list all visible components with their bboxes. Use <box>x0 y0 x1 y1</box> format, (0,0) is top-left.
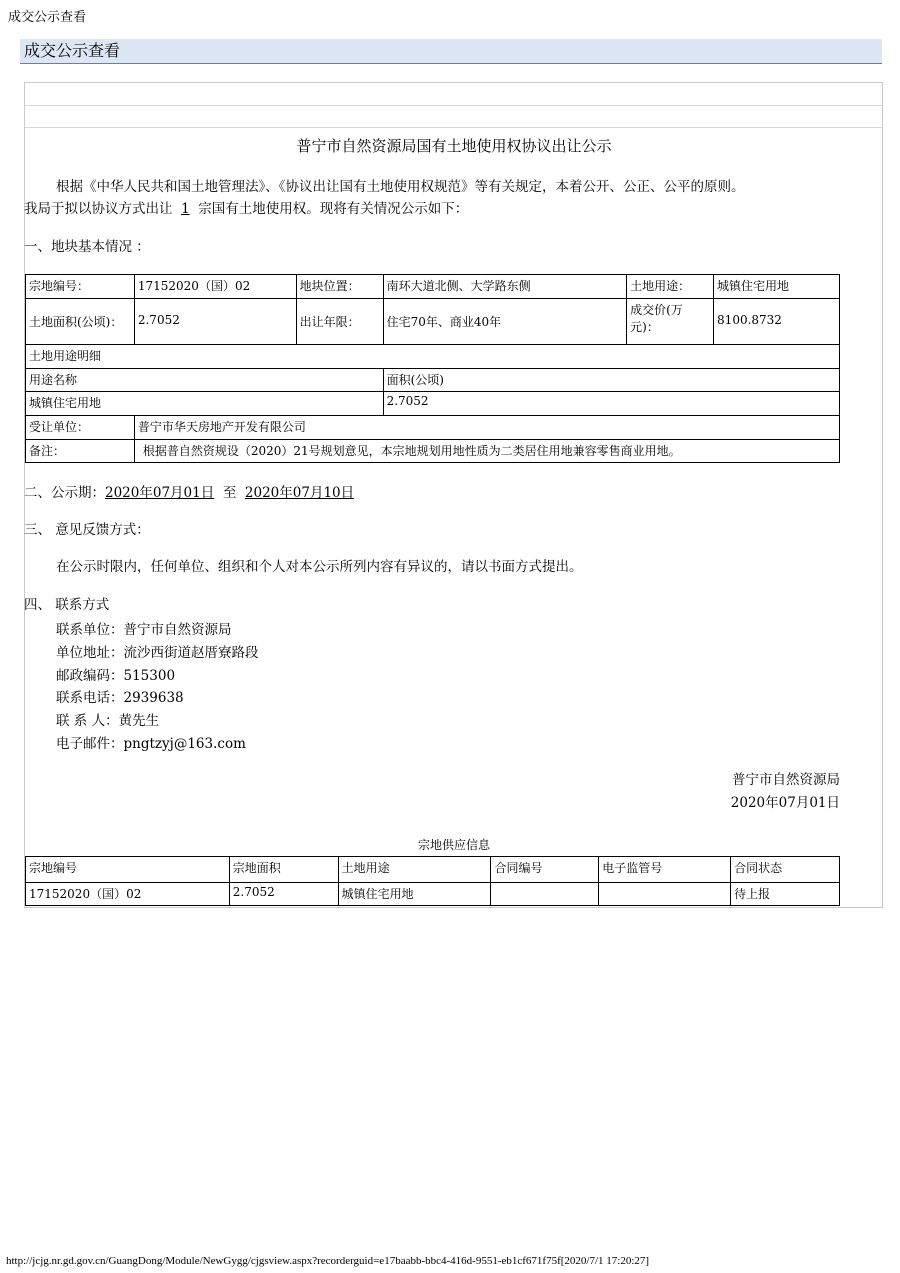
supply-use: 城镇住宅用地 <box>338 883 491 906</box>
signature-date: 2020年07月01日 <box>730 795 840 811</box>
price-label <box>627 299 714 345</box>
intro-count: 1 <box>181 201 190 217</box>
contact-phone: 联系电话：2939638 <box>56 690 184 706</box>
period-start: 2020年07月01日 <box>105 485 215 501</box>
use-area-header: 面积(公顷) <box>383 369 839 392</box>
supply-caption: 宗地供应信息 <box>417 838 490 852</box>
area: 2.7052 <box>134 299 296 345</box>
period-end: 2020年07月10日 <box>244 485 355 501</box>
section-1-title: 一、地块基本情况 ： <box>24 239 150 255</box>
supply-header-supervision-no: 电子监管号 <box>599 857 731 883</box>
intro-line-2-pre: 我局于拟以协议方式出让 <box>24 201 173 217</box>
contact-title: 四、 联系方式 <box>24 597 110 613</box>
use-area: 2.7052 <box>383 392 839 416</box>
parcel-no: 17152020（国）02 <box>134 275 296 299</box>
use-detail-label: 土地用途明细 <box>26 345 840 369</box>
contact-postcode: 邮政编码：515300 <box>56 668 176 684</box>
panel-divider <box>25 127 882 128</box>
contact-person: 联 系 人：黄先生 <box>56 713 160 729</box>
assignee-label: 受让单位： <box>26 416 135 440</box>
location: 南环大道北侧、大学路东侧 <box>383 275 627 299</box>
area-label: 土地面积(公顷)： <box>26 299 135 345</box>
document-title: 普宁市自然资源局国有土地使用权协议出让公示 <box>296 137 612 155</box>
use-name: 城镇住宅用地 <box>26 392 384 416</box>
remark-label: 备注： <box>26 440 135 463</box>
price-label-line-1: 成交价(万 <box>630 303 683 317</box>
remark: 根据普自然资规设（2020）21号规划意见，本宗地规划用地性质为二类居住用地兼容零售商业用地。 <box>134 440 839 463</box>
use-name-header: 用途名称 <box>26 369 384 392</box>
supply-header-parcel-no: 宗地编号 <box>26 857 230 883</box>
intro-line-1: 根据《中华人民共和国土地管理法》、《协议出让国有土地使用权规范》等有关规定，本着公开、公正、公平的原则。 <box>56 179 745 195</box>
parcel-no-label: 宗地编号： <box>26 275 135 299</box>
location-label: 地块位置： <box>296 275 383 299</box>
supply-table <box>25 856 840 906</box>
supply-contract-no <box>491 883 599 906</box>
supply-header-contract-no: 合同编号 <box>491 857 599 883</box>
supply-area: 2.7052 <box>229 883 338 906</box>
table-row <box>26 883 840 906</box>
intro-paragraph-2 <box>24 198 844 220</box>
browser-title: 成交公示查看 <box>8 10 87 25</box>
supply-status: 待上报 <box>731 883 840 906</box>
contact-email[interactable]: 电子邮件：pngtzyj@163.com <box>56 736 246 752</box>
feedback-text: 在公示时限内，任何单位、组织和个人对本公示所列内容有异议的，请以书面方式提出。 <box>56 559 583 575</box>
signature-org: 普宁市自然资源局 <box>732 772 840 788</box>
page-header: 成交公示查看 <box>20 39 882 64</box>
panel-divider <box>25 105 882 106</box>
intro-line-2-post: 宗国有土地使用权。现将有关情况公示如下： <box>198 201 469 217</box>
land-info-table <box>25 274 840 463</box>
intro-paragraph <box>24 176 844 198</box>
supply-header-status: 合同状态 <box>731 857 840 883</box>
supply-supervision-no <box>599 883 731 906</box>
supply-header-use: 土地用途 <box>338 857 491 883</box>
assignee: 普宁市华天房地产开发有限公司 <box>134 416 839 440</box>
footer-url: http://jcjg.nr.gd.gov.cn/GuangDong/Module/NewGygg/cjgsview.aspx?recorderguid=e17baabb-bbc4-416d-9551-eb1cf671f75f[2020/7/1 17:20:27] <box>6 1255 650 1267</box>
supply-header-area: 宗地面积 <box>229 857 338 883</box>
contact-unit: 联系单位：普宁市自然资源局 <box>56 622 232 638</box>
price-label-line-2: 元)： <box>630 320 659 334</box>
use-label: 土地用途： <box>627 275 714 299</box>
supply-parcel-no: 17152020（国）02 <box>26 883 230 906</box>
period-label: 二、公示期： <box>24 485 105 501</box>
use: 城镇住宅用地 <box>714 275 840 299</box>
feedback-title: 三、 意见反馈方式： <box>24 522 150 538</box>
contact-address: 单位地址：流沙西街道赵厝寮路段 <box>56 645 259 661</box>
period-line <box>24 482 844 504</box>
term: 住宅70年、商业40年 <box>383 299 627 345</box>
period-to: 至 <box>222 485 237 501</box>
term-label: 出让年限： <box>296 299 383 345</box>
price: 8100.8732 <box>714 299 840 345</box>
